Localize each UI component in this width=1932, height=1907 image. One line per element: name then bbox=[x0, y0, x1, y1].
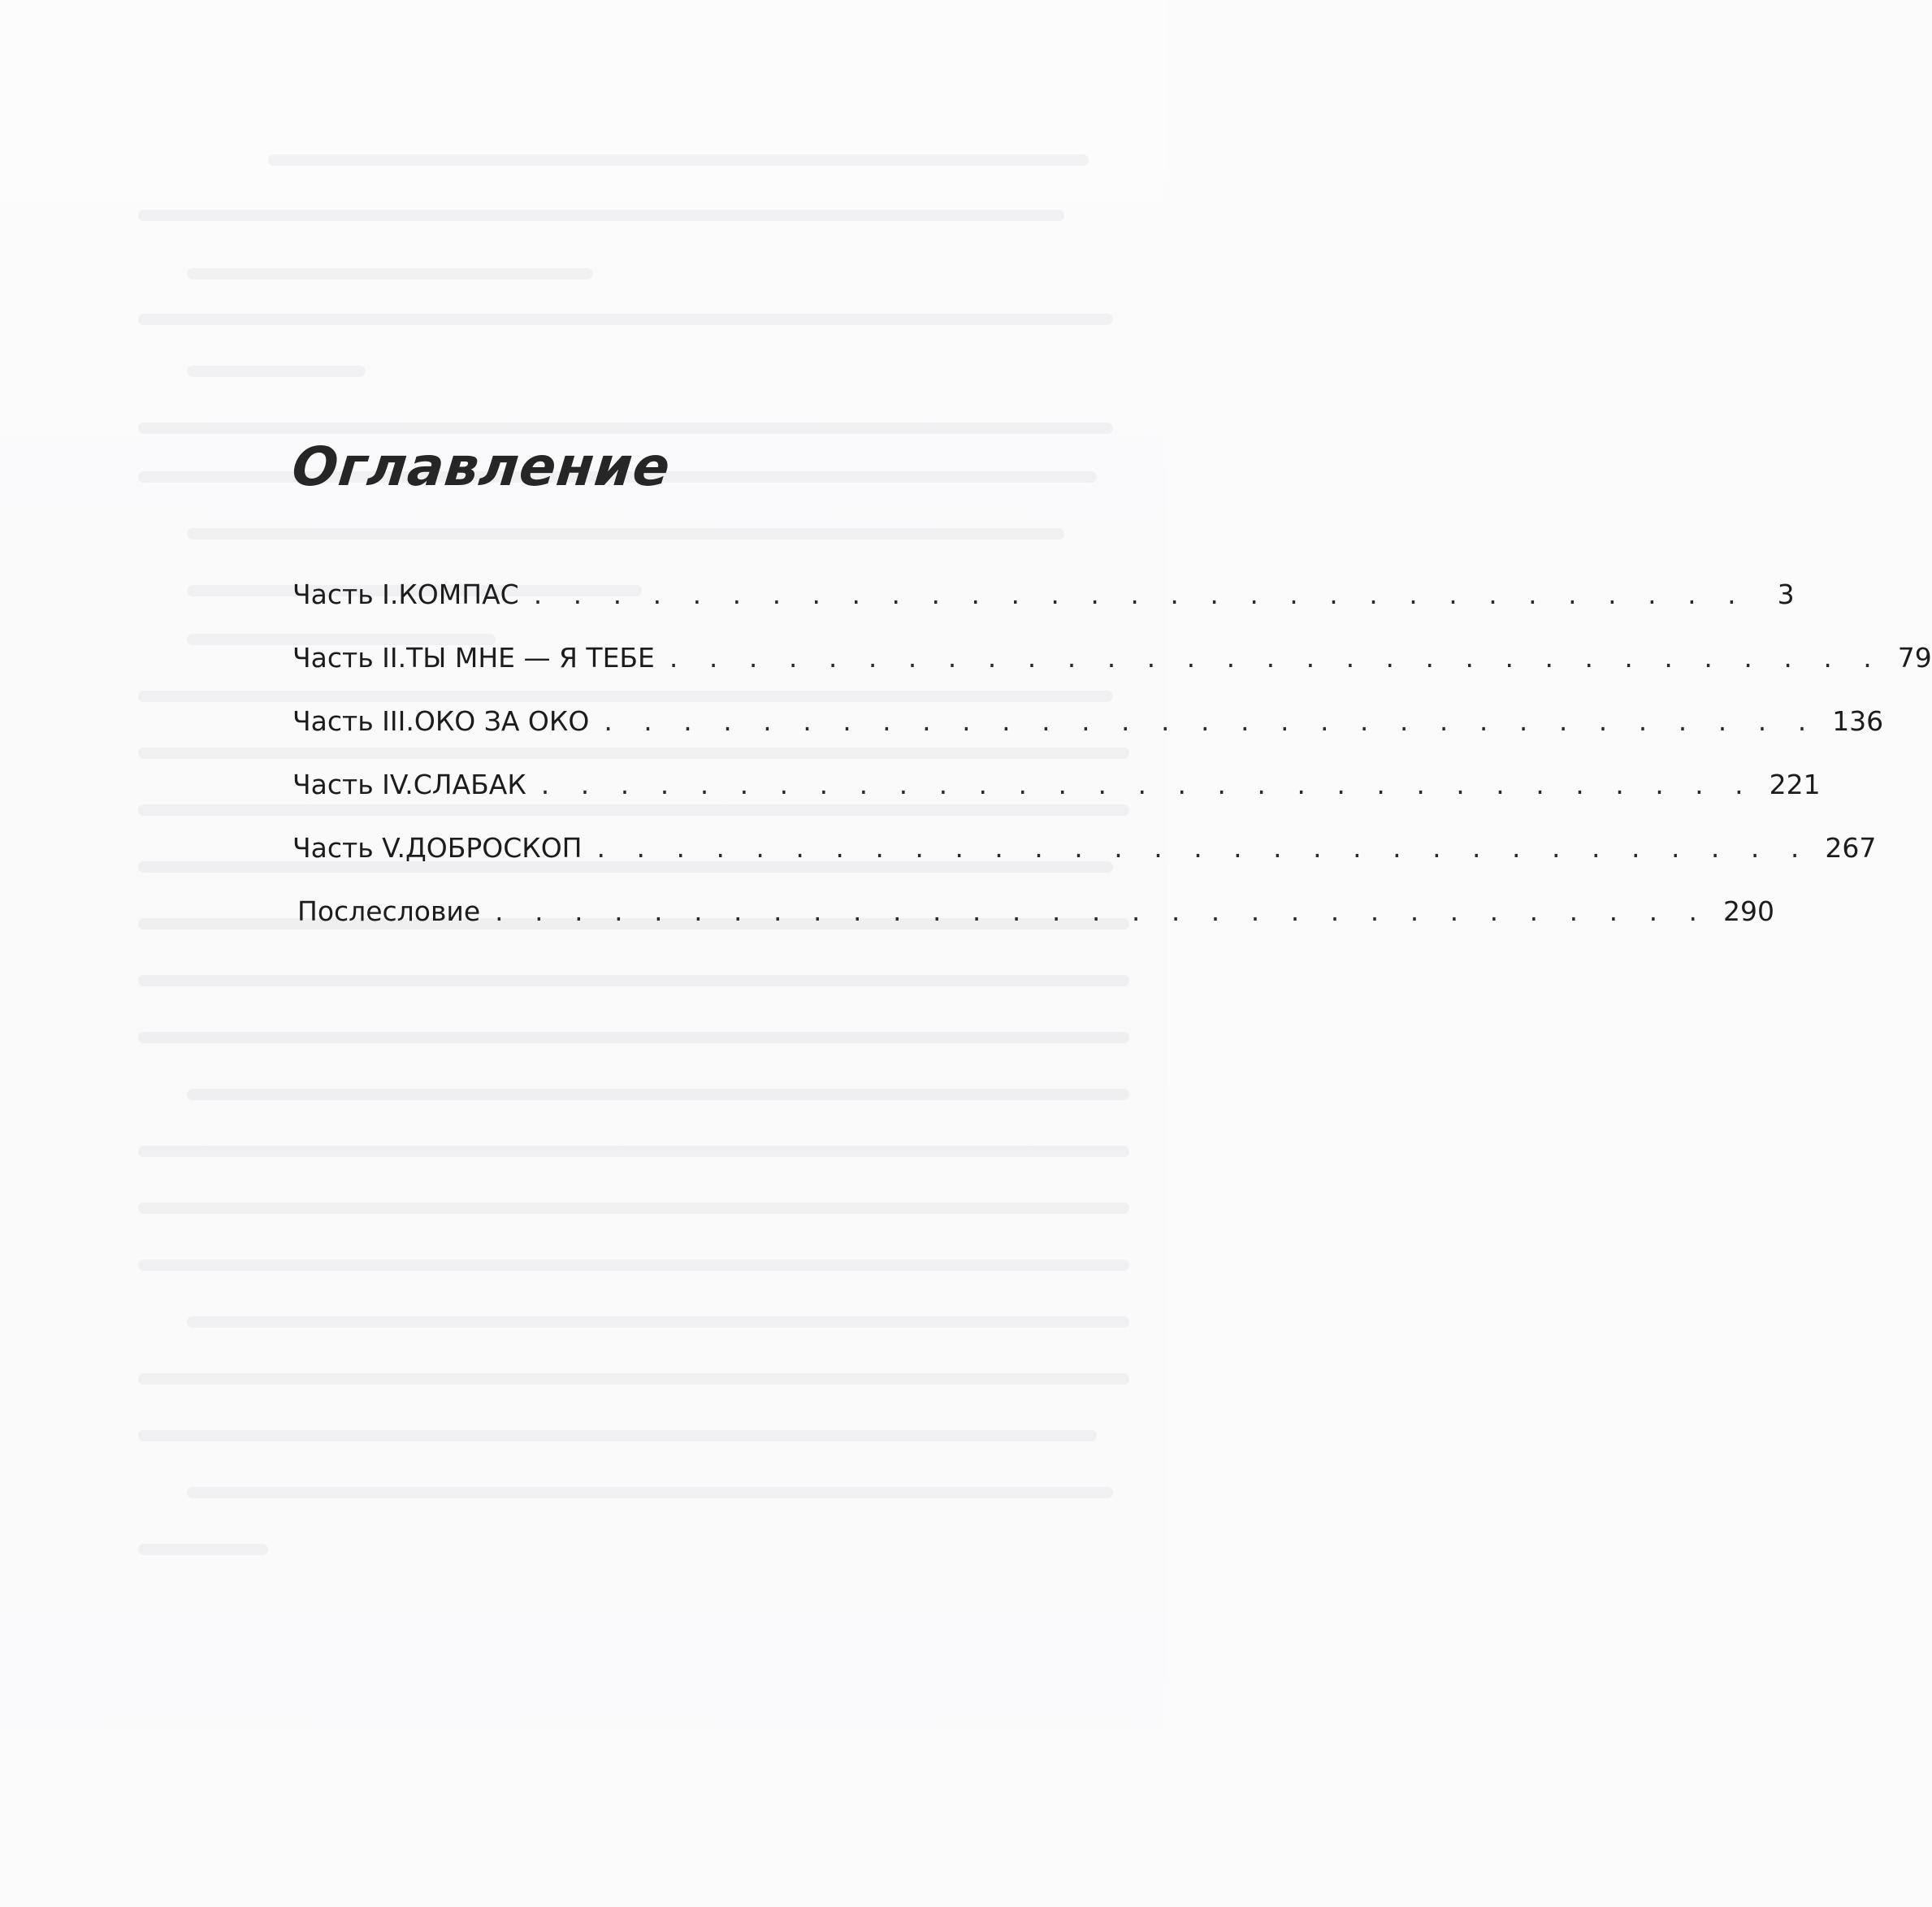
toc-entry-afterword[interactable] bbox=[292, 895, 1775, 959]
toc-chapter-name: КОМПАС bbox=[398, 579, 519, 610]
toc-page-number: 221 bbox=[1769, 769, 1821, 800]
toc-chapter-name: ОКО ЗА ОКО bbox=[414, 705, 590, 737]
toc-dot-leader: . . . . . . . . . . . . . . . . . . . . . . . . . . . . . . . bbox=[540, 769, 1755, 800]
page-title: Оглавление bbox=[288, 436, 674, 498]
toc-entry-part-4[interactable] bbox=[292, 769, 1821, 832]
toc-dot-leader: . . . . . . . . . . . . . . . . . . . . . . . . . . . . . . . bbox=[669, 642, 1883, 674]
toc-entry-part-3[interactable] bbox=[292, 705, 1884, 769]
toc-page-number: 290 bbox=[1723, 895, 1775, 927]
toc-dot-leader: . . . . . . . . . . . . . . . . . . . . . . . . . . . . . . . bbox=[596, 832, 1811, 864]
toc-part-label: Часть I. bbox=[292, 579, 399, 610]
toc-afterword-label: Послесловие bbox=[297, 895, 481, 927]
toc-part-label: Часть II. bbox=[292, 642, 407, 674]
toc-page-number: 79 bbox=[1897, 642, 1932, 674]
toc-dot-leader: . . . . . . . . . . . . . . . . . . . . . . . . . . . . . . . bbox=[533, 579, 1748, 610]
toc-part-label: Часть IV. bbox=[292, 769, 414, 800]
toc-entry-part-1[interactable] bbox=[292, 579, 1795, 642]
toc-dot-leader: . . . . . . . . . . . . . . . . . . . . . . . . . . . . . . . bbox=[604, 705, 1818, 737]
toc-entry-part-5[interactable] bbox=[292, 832, 1877, 895]
toc-page-number: 3 bbox=[1777, 579, 1795, 610]
toc-dot-leader: . . . . . . . . . . . . . . . . . . . . . . . . . . . . . . . bbox=[495, 895, 1709, 927]
toc-chapter-name: СЛАБАК bbox=[413, 769, 526, 800]
toc-chapter-name: ТЫ МНЕ — Я ТЕБЕ bbox=[406, 642, 655, 674]
toc-part-label: Часть V. bbox=[292, 832, 405, 864]
toc-page-number: 136 bbox=[1832, 705, 1884, 737]
toc-chapter-name: ДОБРОСКОП bbox=[405, 832, 583, 864]
toc-page-number: 267 bbox=[1825, 832, 1877, 864]
toc-entry-part-2[interactable] bbox=[292, 642, 1932, 705]
table-of-contents bbox=[292, 579, 1932, 959]
toc-part-label: Часть III. bbox=[292, 705, 414, 737]
